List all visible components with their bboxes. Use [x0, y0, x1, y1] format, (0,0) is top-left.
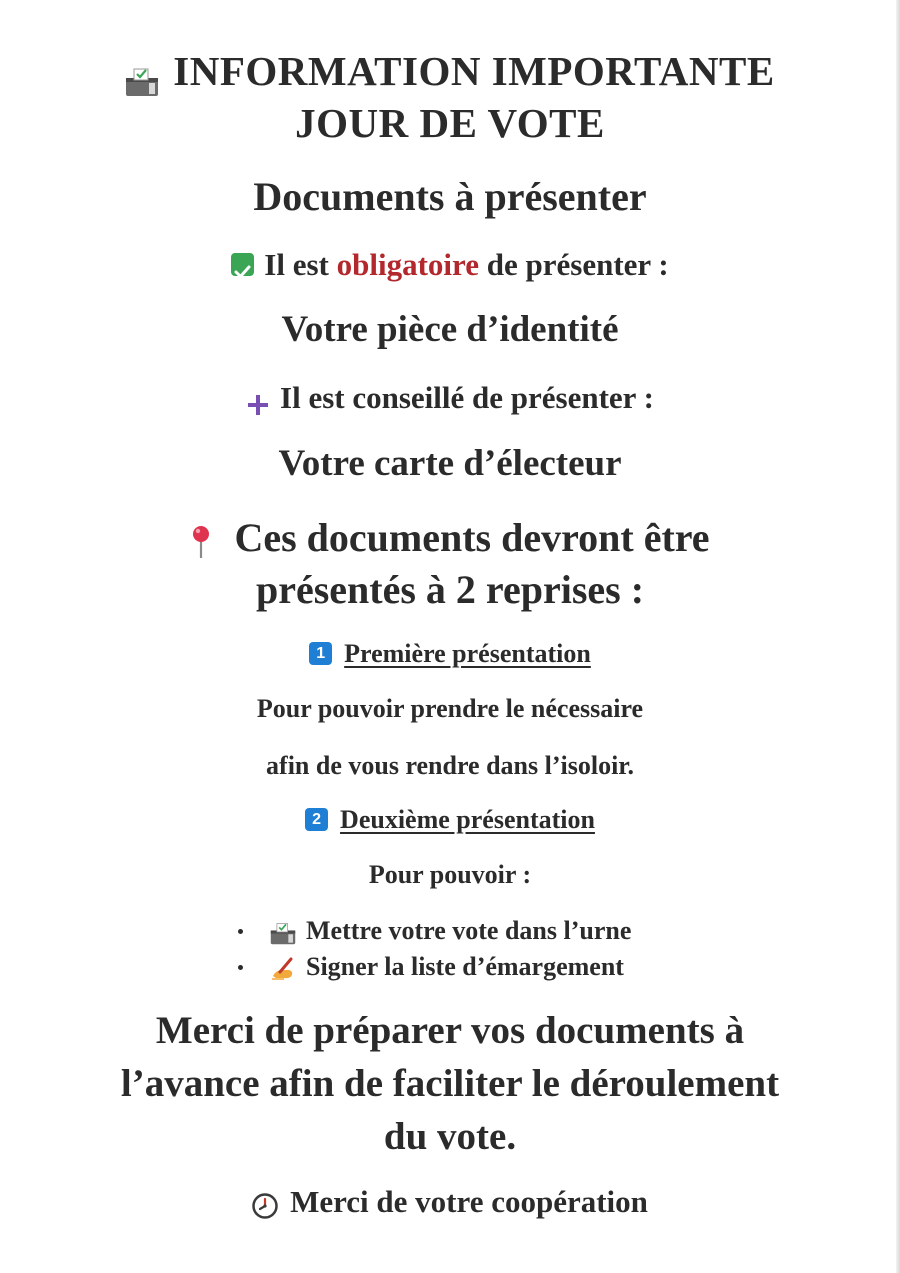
voter-card: Votre carte d’électeur: [278, 443, 622, 484]
thanks-text: Merci de votre coopération: [290, 1184, 648, 1219]
writing-hand-icon: [270, 954, 296, 978]
title-text-1: INFORMATION IMPORTANTE: [173, 48, 775, 94]
ballot-box-icon: [270, 919, 296, 942]
clock-icon: [252, 1189, 278, 1215]
identity-document: Votre pièce d’identité: [281, 309, 619, 350]
documents-heading: Documents à présenter: [253, 174, 647, 219]
check-mark-icon: [231, 253, 254, 276]
advised-line: [0, 378, 900, 418]
ballot-box-icon: [125, 57, 159, 87]
list-item: [232, 913, 631, 949]
closing-line-3: du vote.: [383, 1115, 517, 1158]
title-line-2: JOUR DE VOTE: [295, 100, 605, 146]
mandatory-suffix: de présenter :: [479, 247, 669, 282]
second-presentation-title: [0, 803, 900, 837]
bullet-dot: [238, 965, 243, 970]
title-line-1: [0, 45, 900, 97]
list-item-text: Mettre votre vote dans l’urne: [306, 916, 632, 945]
closing-line-2: l’avance afin de faciliter le déroulement: [120, 1062, 780, 1105]
keycap-one-icon: 1: [309, 642, 332, 665]
list-item-text: Signer la liste d’émargement: [306, 952, 624, 981]
advised-text: Il est conseillé de présenter :: [280, 380, 654, 415]
first-presentation-title: [0, 637, 900, 671]
round-pushpin-icon: [190, 521, 212, 555]
list-item: [232, 949, 631, 985]
closing-line-1: Merci de préparer vos documents à: [155, 1009, 745, 1052]
thanks-line: [0, 1182, 900, 1222]
second-presentation-list: [232, 913, 631, 985]
mandatory-highlight: obligatoire: [336, 247, 479, 282]
first-presentation-line-2: afin de vous rendre dans l’isoloir.: [266, 751, 634, 780]
first-presentation-label: Première présentation: [344, 639, 591, 668]
reprises-line-2: présentés à 2 reprises :: [255, 567, 645, 612]
mandatory-prefix: Il est: [264, 247, 337, 282]
bullet-dot: [238, 929, 243, 934]
keycap-two-icon: 2: [305, 808, 328, 831]
reprises-line-1: [0, 513, 900, 563]
first-presentation-line-1: Pour pouvoir prendre le nécessaire: [256, 694, 644, 723]
reprises-text-1: Ces documents devront être: [234, 515, 710, 560]
second-presentation-intro: Pour pouvoir :: [368, 860, 532, 889]
second-presentation-label: Deuxième présentation: [340, 805, 595, 834]
plus-icon: [246, 387, 270, 411]
mandatory-line: [0, 245, 900, 285]
